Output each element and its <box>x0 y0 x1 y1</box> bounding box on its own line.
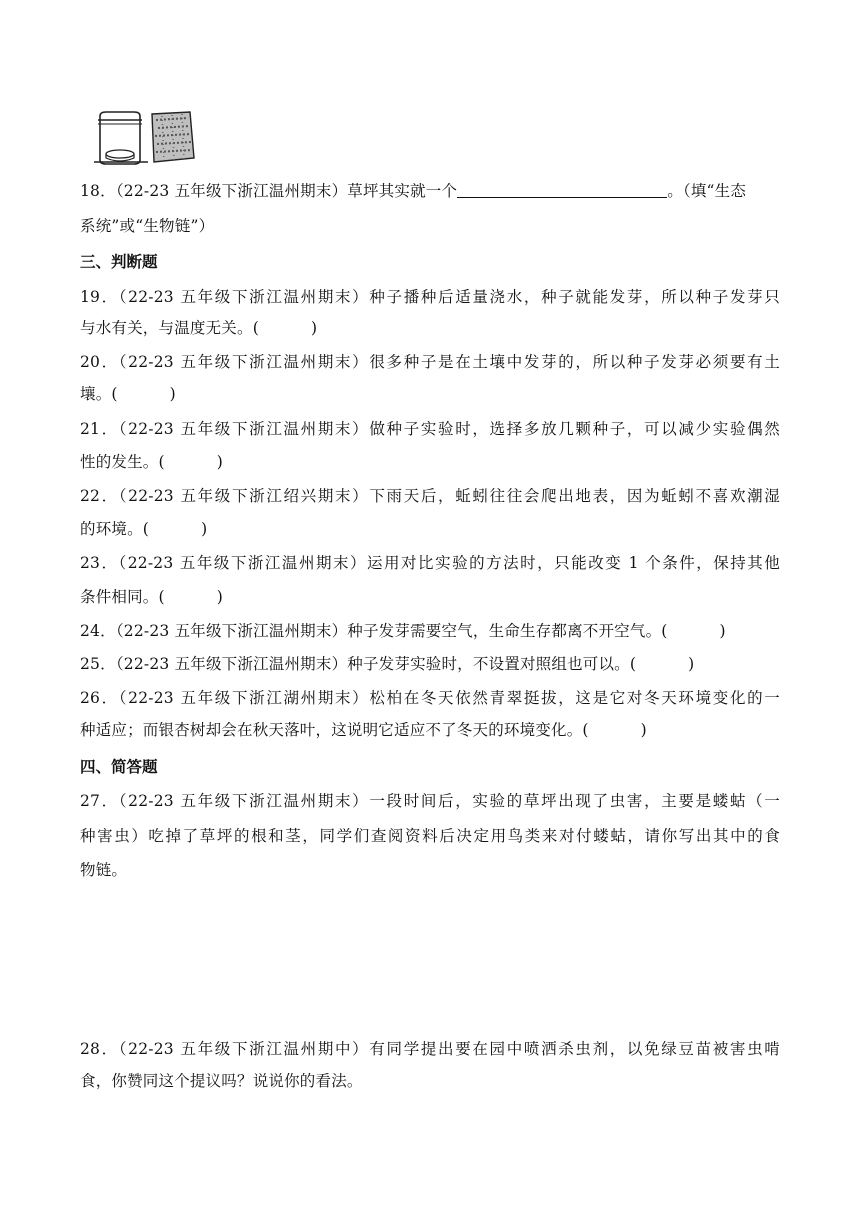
paren-close: ) <box>201 520 208 538</box>
soil-bag-icon <box>152 112 194 162</box>
question-18 <box>80 181 780 201</box>
question-23: 23．（22-23 五年级下浙江温州期末）运用对比实验的方法时，只能改变 1 个条件，保持其他 <box>80 554 780 572</box>
question-25-text: 25．（22-23 五年级下浙江温州期末）种子发芽实验时，不设置对照组也可以。( <box>80 655 637 673</box>
jar-icon <box>94 112 148 164</box>
question-18-line2: 系统”或“生物链”） <box>80 217 215 235</box>
paren-close: ) <box>688 655 695 673</box>
question-19: 19．（22-23 五年级下浙江温州期末）种子播种后适量浇水，种子就能发芽，所以种子发芽只 <box>80 288 780 306</box>
question-21-text: 性的发生。( <box>80 453 165 471</box>
question-22-line2 <box>80 519 780 539</box>
question-28-line2: 食，你赞同这个提议吗？说说你的看法。 <box>80 1072 363 1090</box>
question-23-line2 <box>80 587 780 607</box>
paren-close: ) <box>216 453 223 471</box>
question-27: 27．（22-23 五年级下浙江温州期末）一段时间后，实验的草坪出现了虫害，主要是蝼蛄（一 <box>80 792 780 810</box>
question-18-text-after: 。（填“生态 <box>667 182 747 200</box>
question-26-text: 种适应；而银杏树却会在秋天落叶，这说明它适应不了冬天的环境变化。( <box>80 721 589 739</box>
question-20: 20．（22-23 五年级下浙江温州期末）很多种子是在土壤中发芽的，所以种子发芽必须要有土 <box>80 353 780 371</box>
question-21-line2 <box>80 452 780 472</box>
question-24-text: 24．（22-23 五年级下浙江温州期末）种子发芽需要空气，生命生存都离不开空气。( <box>80 622 668 640</box>
question-22-text: 的环境。( <box>80 520 150 538</box>
question-18-text: 18．（22-23 五年级下浙江温州期末）草坪其实就一个 <box>80 182 458 200</box>
question-21: 21．（22-23 五年级下浙江温州期末）做种子实验时，选择多放几颗种子，可以减少实验偶然 <box>80 420 780 438</box>
question-25 <box>80 654 780 674</box>
section-heading-short-answer: 四、简答题 <box>80 758 158 776</box>
question-20-text: 壤。( <box>80 385 118 403</box>
experiment-figure <box>92 108 202 168</box>
paren-close: ) <box>216 588 223 606</box>
question-22: 22．（22-23 五年级下浙江绍兴期末）下雨天后，蚯蚓往往会爬出地表，因为蚯蚓不喜欢潮湿 <box>80 487 780 505</box>
question-27-line3: 物链。 <box>80 861 128 879</box>
question-24 <box>80 621 780 641</box>
answer-blank[interactable] <box>457 183 667 198</box>
question-27-line2: 种害虫）吃掉了草坪的根和茎，同学们查阅资料后决定用鸟类来对付蝼蛄，请你写出其中的食 <box>80 827 780 845</box>
paren-close: ) <box>719 622 726 640</box>
question-19-line2 <box>80 318 780 338</box>
paren-close: ) <box>640 721 647 739</box>
paren-close: ) <box>310 319 318 337</box>
question-26: 26．（22-23 五年级下浙江湖州期末）松柏在冬天依然青翠挺拔，这是它对冬天环境变化的一 <box>80 689 780 707</box>
question-23-text: 条件相同。( <box>80 588 165 606</box>
question-19-text: 与水有关，与温度无关。( <box>80 319 259 337</box>
question-20-line2 <box>80 384 780 404</box>
section-heading-judgement: 三、判断题 <box>80 253 158 271</box>
paren-close: ) <box>169 385 176 403</box>
question-26-line2 <box>80 720 780 740</box>
question-28: 28．（22-23 五年级下浙江温州期中）有同学提出要在园中喷洒杀虫剂，以免绿豆苗被害虫啃 <box>80 1040 780 1058</box>
